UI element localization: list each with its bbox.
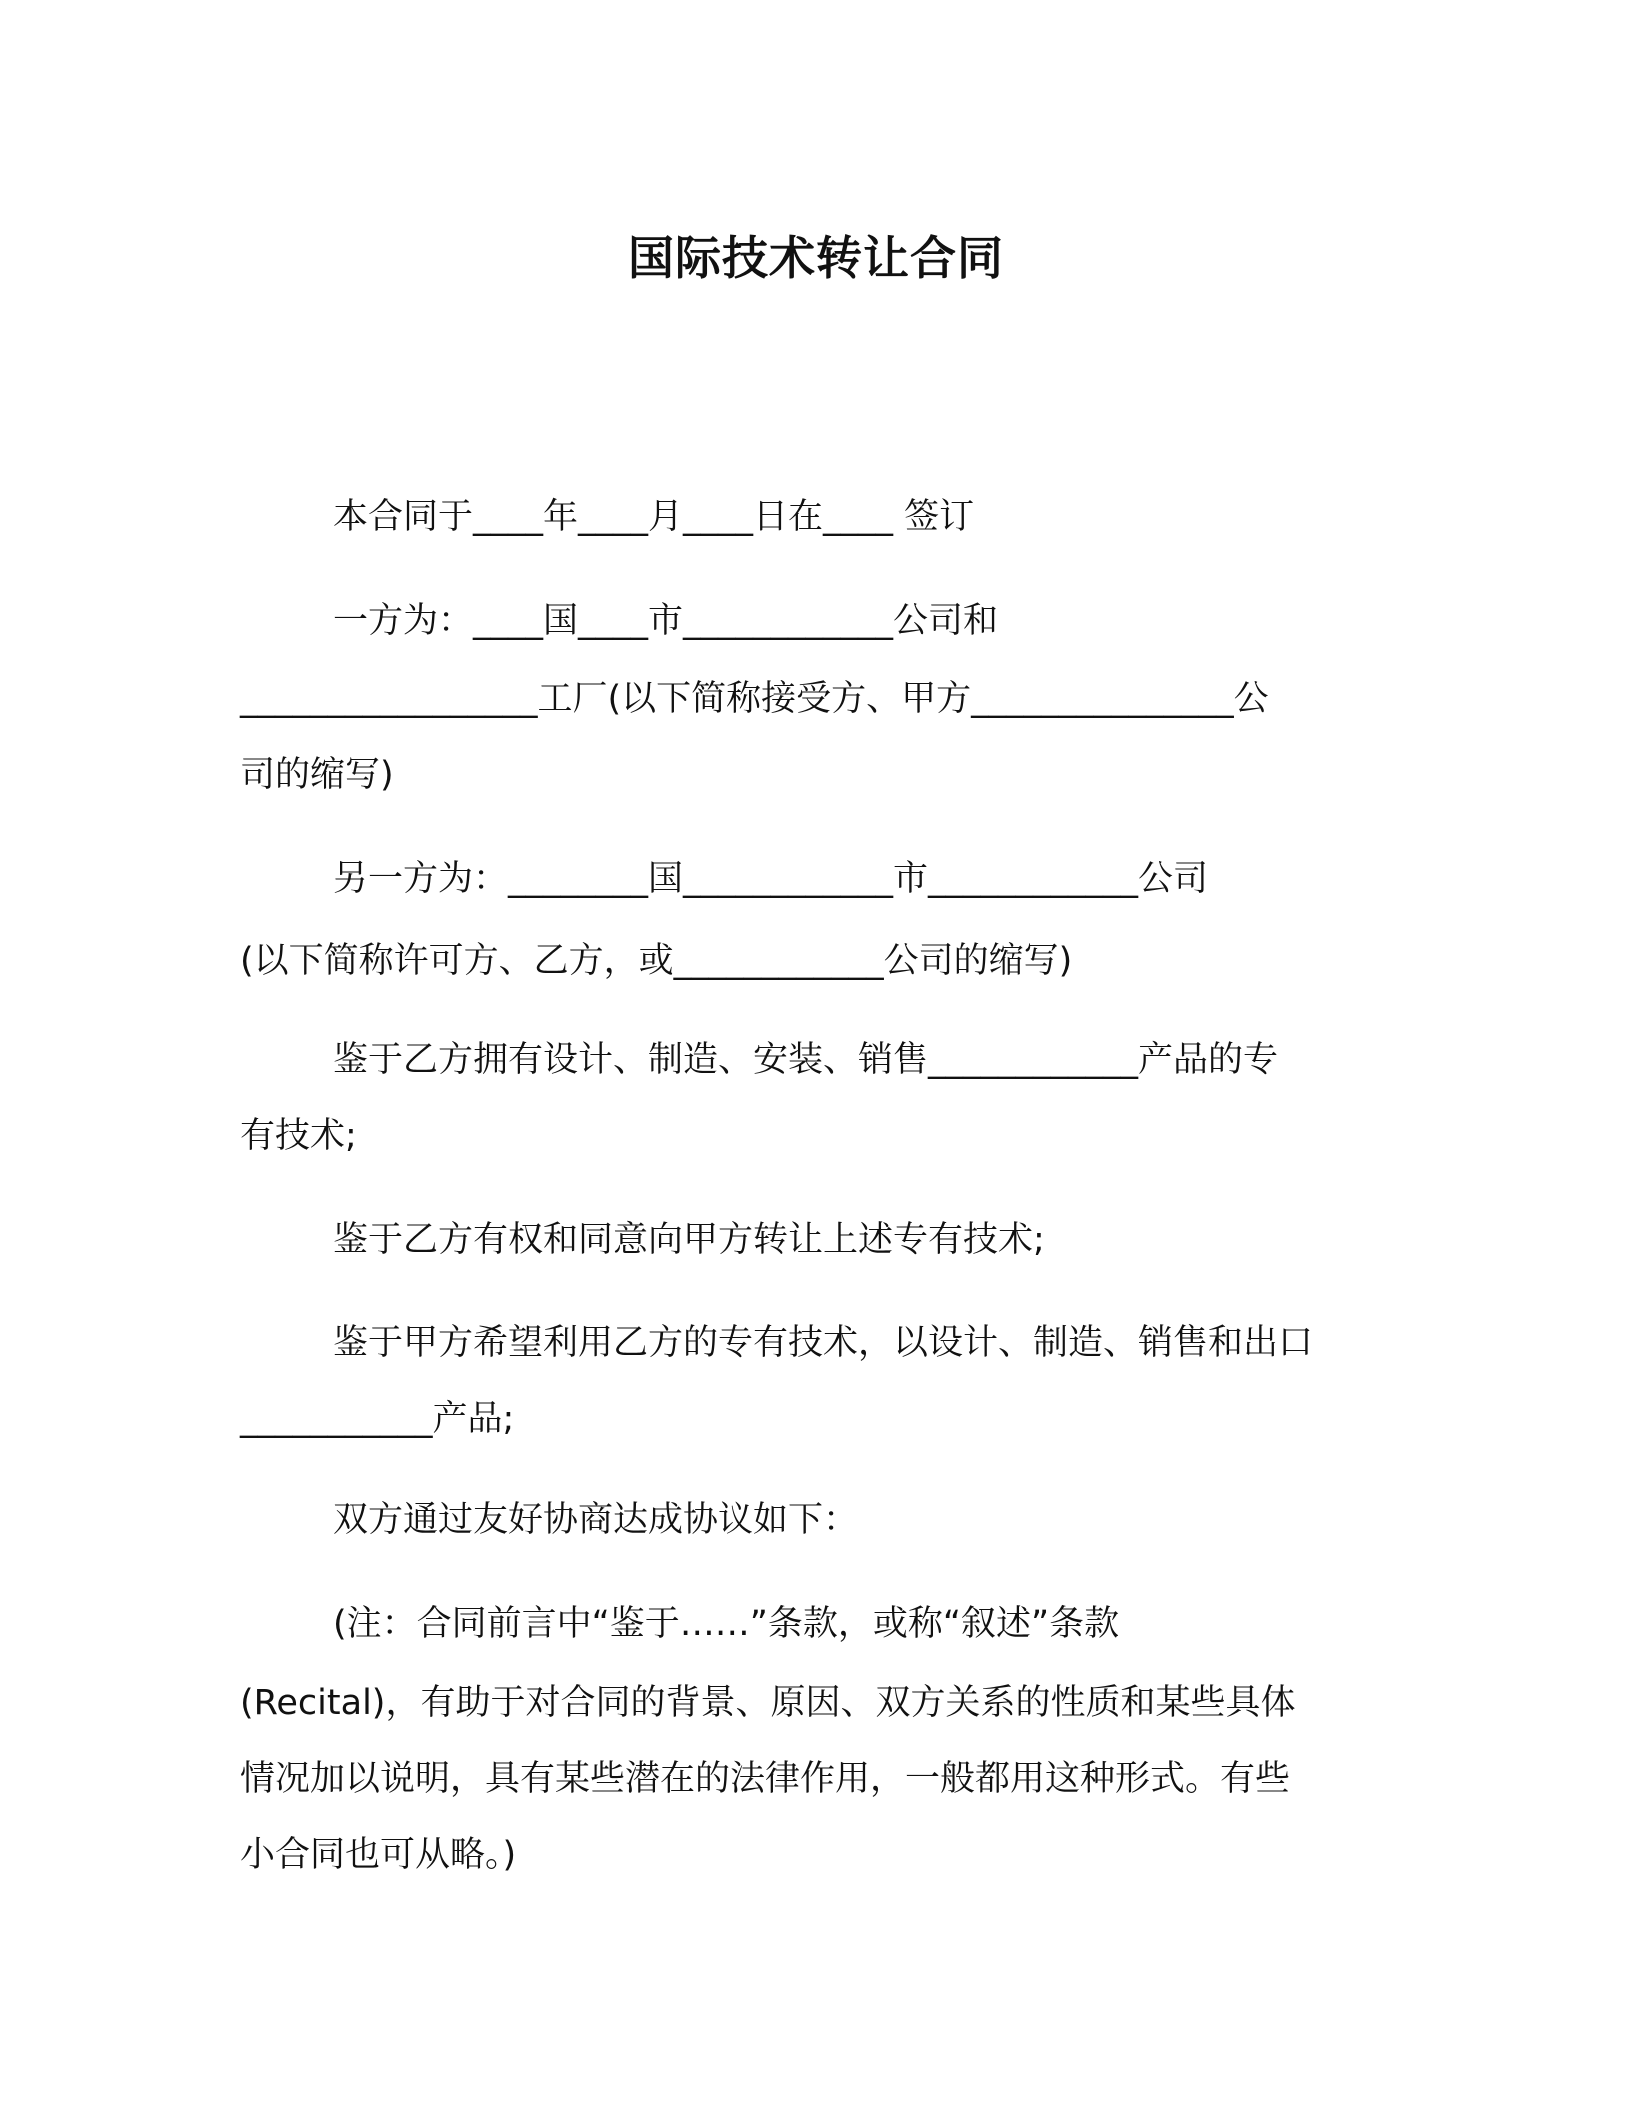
- paragraph-party-b-line2: (以下简称许可方、乙方，或____________公司的缩写): [240, 941, 1073, 981]
- paragraph-note-line1: (注：合同前言中“鉴于……”条款，或称“叙述”条款: [333, 1604, 1120, 1644]
- paragraph-whereas-1-line1: 鉴于乙方拥有设计、制造、安装、销售____________产品的专: [333, 1040, 1279, 1080]
- document-title: 国际技术转让合同: [628, 231, 1004, 285]
- paragraph-agreement: 双方通过友好协商达成协议如下：: [333, 1500, 859, 1540]
- paragraph-party-a-line2: _________________工厂(以下简称接受方、甲方_______________公: [240, 679, 1269, 719]
- paragraph-whereas-2: 鉴于乙方有权和同意向甲方转让上述专有技术;: [333, 1220, 1045, 1260]
- paragraph-whereas-1-line2: 有技术;: [240, 1116, 357, 1156]
- paragraph-party-a-line1: 一方为：____国____市____________公司和: [333, 601, 999, 641]
- paragraph-whereas-3-line1: 鉴于甲方希望利用乙方的专有技术，以设计、制造、销售和出口: [333, 1323, 1314, 1363]
- paragraph-whereas-3-line2: ___________产品;: [240, 1399, 515, 1439]
- paragraph-note-line3: 情况加以说明，具有某些潜在的法律作用，一般都用这种形式。有些: [240, 1759, 1291, 1799]
- paragraph-party-b-line1: 另一方为：________国____________市____________公司: [333, 859, 1209, 899]
- paragraph-note-line4: 小合同也可从略。): [240, 1835, 517, 1875]
- paragraph-party-a-line3: 司的缩写): [240, 755, 394, 795]
- paragraph-signing-date: 本合同于____年____月____日在____ 签订: [333, 497, 975, 537]
- paragraph-note-line2: (Recital)，有助于对合同的背景、原因、双方关系的性质和某些具体: [240, 1683, 1296, 1723]
